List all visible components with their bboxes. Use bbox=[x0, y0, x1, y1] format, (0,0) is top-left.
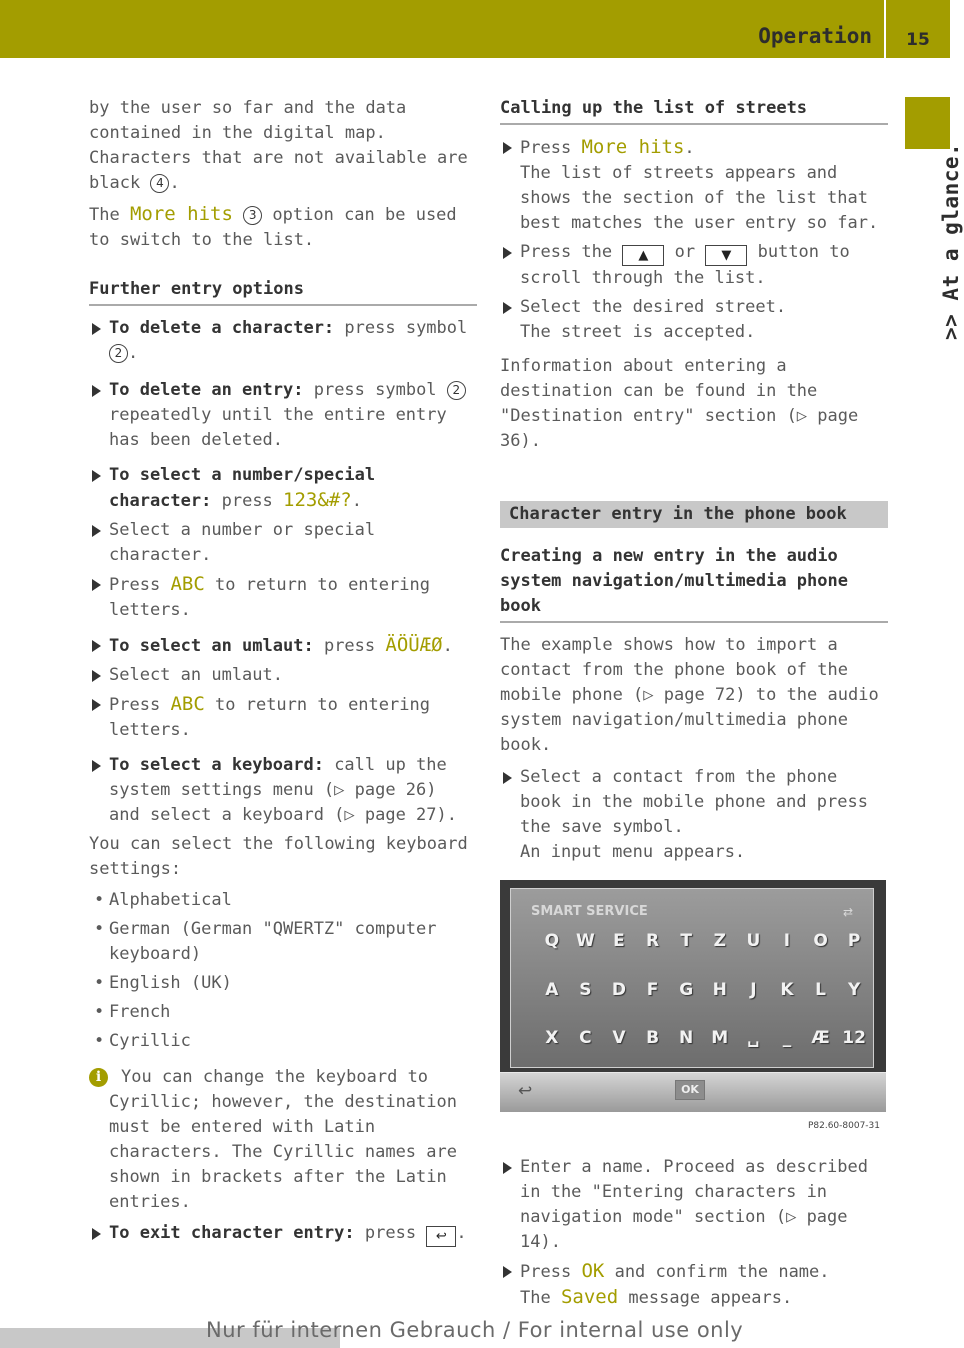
key: ␣ bbox=[747, 1028, 760, 1048]
chapter-tab bbox=[906, 142, 963, 360]
destination-info: Information about entering a destination can be found in the "Destination entry" section (▷ page 36). bbox=[500, 356, 859, 451]
select-number-step: To select a number/special character: press 123&#?. bbox=[89, 463, 477, 514]
section-title: Operation bbox=[758, 24, 872, 48]
internal-use-watermark: Nur für internen Gebrauch / For internal use only bbox=[206, 1318, 744, 1342]
press-more-hits-step: Press More hits. bbox=[500, 135, 888, 161]
key: C bbox=[579, 1028, 592, 1048]
keyboard-options-list bbox=[89, 888, 477, 1054]
list-item: • Alphabetical bbox=[89, 888, 477, 913]
key: L bbox=[815, 980, 826, 1000]
more-hits-paragraph: The More hits 3 option can be used to switch to the list. bbox=[89, 203, 457, 250]
key: H bbox=[712, 980, 727, 1000]
input-menu-result: An input menu appears. bbox=[520, 842, 746, 862]
key: B bbox=[646, 1028, 660, 1048]
new-entry-heading: Creating a new entry in the audio system navigation/multimedia phone book bbox=[500, 544, 888, 623]
list-item: • German (German "QWERTZ" computer keyboard) bbox=[89, 917, 477, 967]
page-number: 15 bbox=[906, 30, 930, 50]
keyboard-panel bbox=[510, 888, 874, 1068]
abc-term: ABC bbox=[170, 693, 205, 715]
list-item: • French bbox=[89, 1000, 477, 1025]
screen-title: SMART SERVICE bbox=[531, 904, 648, 919]
key: M bbox=[711, 1028, 729, 1048]
key: K bbox=[780, 980, 794, 1000]
key: D bbox=[611, 980, 627, 1000]
key: _ bbox=[782, 1028, 792, 1048]
key: J bbox=[750, 980, 757, 1000]
select-umlaut-char-step: Select an umlaut. bbox=[89, 663, 477, 688]
keyboard-settings-intro: You can select the following keyboard settings: bbox=[89, 834, 468, 879]
streets-result: The list of streets appears and shows the section of the list that best matches the user entry so far. bbox=[520, 163, 879, 233]
callout-4-icon: 4 bbox=[150, 174, 169, 193]
left-column bbox=[89, 96, 477, 1247]
info-icon: i bbox=[89, 1068, 108, 1087]
key: O bbox=[813, 931, 828, 951]
down-arrow-icon: ▼ bbox=[705, 245, 747, 266]
screen-ok-button: OK bbox=[675, 1080, 705, 1100]
saved-message: The Saved message appears. bbox=[520, 1286, 793, 1308]
key: W bbox=[576, 931, 595, 951]
return-letters-step-2: Press ABC to return to entering letters. bbox=[89, 692, 477, 743]
select-keyboard-step: To select a keyboard: call up the system settings menu (▷ page 26) and select a keyboard (▷ page 27). bbox=[89, 753, 477, 828]
chapter-tab-marker bbox=[905, 97, 950, 149]
phonebook-heading: Character entry in the phone book bbox=[500, 501, 888, 528]
key: N bbox=[679, 1028, 694, 1048]
list-item: • Cyrillic bbox=[89, 1029, 477, 1054]
callout-2-icon: 2 bbox=[447, 381, 466, 400]
keyboard-row-2 bbox=[535, 978, 871, 1003]
right-column bbox=[500, 96, 888, 1311]
callout-2-icon: 2 bbox=[109, 344, 128, 363]
street-accepted: The street is accepted. bbox=[520, 322, 756, 342]
select-street-step: Select the desired street. bbox=[500, 295, 888, 320]
key: A bbox=[545, 980, 559, 1000]
further-entry-heading: Further entry options bbox=[89, 277, 477, 306]
key: P bbox=[847, 931, 861, 951]
key: R bbox=[646, 931, 660, 951]
key: V bbox=[612, 1028, 626, 1048]
saved-term: Saved bbox=[560, 1286, 619, 1308]
info-note-text: You can change the keyboard to Cyrillic; however, the destination must be entered with Latin characters. The Cyrillic names are shown in brackets after the Latin entries. bbox=[109, 1067, 457, 1212]
streets-heading: Calling up the list of streets bbox=[500, 96, 888, 125]
abc-term: ABC bbox=[170, 573, 205, 595]
key: I bbox=[783, 931, 791, 951]
special-char-term: 123&#? bbox=[283, 489, 352, 511]
key: X bbox=[545, 1028, 559, 1048]
key: Y bbox=[847, 980, 861, 1000]
more-hits-term: More hits bbox=[129, 203, 233, 225]
keyboard-row-3 bbox=[535, 1026, 871, 1051]
screen-back-icon: ⇄ bbox=[842, 905, 853, 919]
figure-code: P82.60-8007-31 bbox=[807, 1121, 880, 1131]
up-arrow-icon: ▲ bbox=[622, 245, 664, 266]
delete-character-step: To delete a character: press symbol 2 . bbox=[89, 316, 477, 366]
list-item: • English (UK) bbox=[89, 971, 477, 996]
info-note bbox=[89, 1065, 477, 1215]
select-contact-step: Select a contact from the phone book in the mobile phone and press the save symbol. bbox=[500, 765, 888, 840]
screen-return-icon: ↩ bbox=[518, 1081, 533, 1101]
page-header bbox=[0, 0, 950, 58]
exit-entry-step: To exit character entry: press ↩ . bbox=[89, 1221, 477, 1247]
key: Q bbox=[544, 931, 560, 951]
keyboard-screen-image bbox=[500, 880, 886, 1112]
press-ok-step: Press OK and confirm the name. bbox=[500, 1259, 888, 1285]
key: E bbox=[613, 931, 625, 951]
key: U bbox=[746, 931, 761, 951]
umlaut-term: ÄÖÜÆØ bbox=[385, 634, 443, 656]
select-number-char-step: Select a number or special character. bbox=[89, 518, 477, 568]
header-divider bbox=[884, 0, 886, 58]
key: S bbox=[579, 980, 592, 1000]
more-hits-term: More hits bbox=[581, 136, 685, 158]
key: F bbox=[646, 980, 659, 1000]
back-icon: ↩ bbox=[426, 1226, 456, 1247]
select-umlaut-step: To select an umlaut: press ÄÖÜÆØ. bbox=[89, 633, 477, 659]
return-letters-step: Press ABC to return to entering letters. bbox=[89, 572, 477, 623]
key: Z bbox=[713, 931, 726, 951]
key: T bbox=[680, 931, 692, 951]
keyboard-row-1 bbox=[535, 929, 871, 954]
key: 12 bbox=[842, 1028, 866, 1048]
example-paragraph: The example shows how to import a contact from the phone book of the mobile phone (▷ page 72) to the audio system navigation/multimedia phone book. bbox=[500, 635, 879, 755]
chapter-tab-label: >> At a glance. bbox=[939, 142, 963, 340]
ok-term: OK bbox=[581, 1260, 605, 1282]
enter-name-step: Enter a name. Proceed as described in the "Entering characters in navigation mode" section (▷ page 14). bbox=[500, 1155, 888, 1255]
intro-paragraph: by the user so far and the data contained in the digital map. Characters that are not available are black 4 . bbox=[89, 98, 468, 193]
key: G bbox=[679, 980, 694, 1000]
scroll-step: Press the ▲ or ▼ button to scroll through the list. bbox=[500, 240, 888, 291]
key: Æ bbox=[811, 1028, 830, 1048]
delete-entry-step: To delete an entry: press symbol 2 repeatedly until the entire entry has been deleted. bbox=[89, 378, 477, 453]
callout-3-icon: 3 bbox=[243, 206, 262, 225]
